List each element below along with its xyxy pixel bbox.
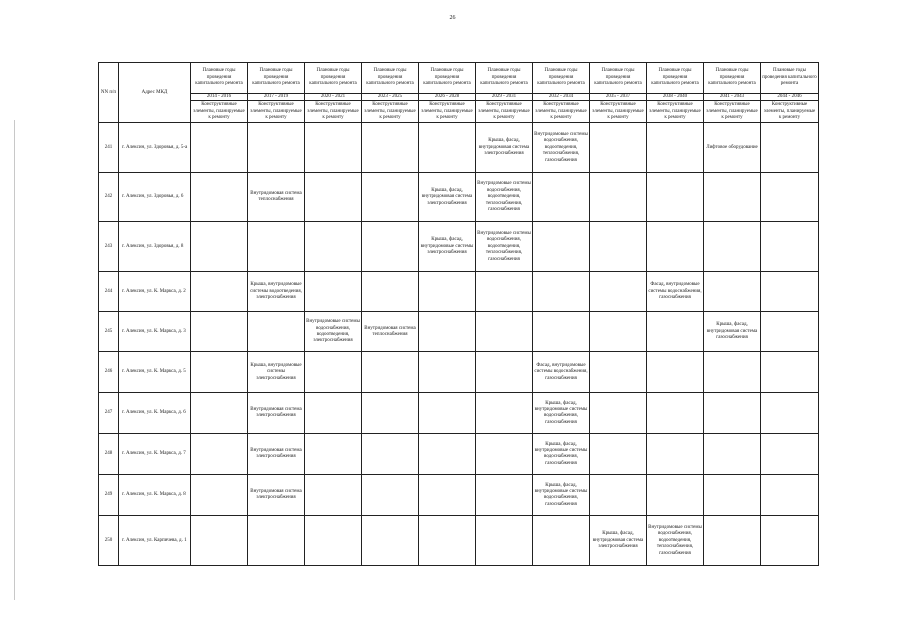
- table-cell: [533, 173, 590, 222]
- table-cell: [476, 475, 533, 516]
- table-cell: Крыша, фасад, внутридомовые системы водоснабжения, газоснабжения: [533, 393, 590, 434]
- row-number: 242: [99, 173, 119, 222]
- header-period-range: 2035 - 2037: [590, 94, 647, 101]
- table-cell: [761, 434, 819, 475]
- table-row: [99, 272, 819, 312]
- row-number: 241: [99, 123, 119, 173]
- table-cell: [248, 312, 305, 352]
- table-cell: [704, 393, 761, 434]
- table-cell: [305, 516, 362, 566]
- table-cell: [419, 393, 476, 434]
- table-cell: [761, 123, 819, 173]
- header-period-range: 2038 - 2040: [647, 94, 704, 101]
- table-cell: [761, 272, 819, 312]
- table-cell: [419, 123, 476, 173]
- row-address: г. Алексин, ул. К. Маркса, д. 5: [119, 352, 191, 393]
- table-cell: Внутридомовые системы водоснабжения, водоотведения, теплоснабжения, газоснабжения: [476, 222, 533, 272]
- table-cell: [362, 222, 419, 272]
- table-cell: [305, 393, 362, 434]
- header-period-title: Плановые годы проведения капитального ремонта: [248, 63, 305, 94]
- header-num: NN п/п: [99, 63, 119, 123]
- table-cell: [704, 516, 761, 566]
- table-cell: [704, 352, 761, 393]
- table-cell: [761, 222, 819, 272]
- header-elements: Конструктивные элементы, планируемые к ремонту: [191, 101, 248, 123]
- header-period-range: 2032 - 2034: [533, 94, 590, 101]
- table-cell: [590, 393, 647, 434]
- table-cell: Фасад, внутридомовые системы водоснабжения, газоснабжения: [647, 272, 704, 312]
- table-row: [99, 173, 819, 222]
- table-cell: Внутридомовая система электроснабжения: [248, 434, 305, 475]
- row-address: г. Алексин, ул. К. Маркса, д. 3: [119, 312, 191, 352]
- row-address: г. Алексин, ул. Здоровья, д. 8: [119, 222, 191, 272]
- table-cell: Крыша, фасад, внутридомовые системы электроснабжения: [419, 222, 476, 272]
- table-cell: [647, 393, 704, 434]
- header-row-title: [99, 63, 819, 94]
- header-period-range: 2014 - 2016: [191, 94, 248, 101]
- table-cell: [704, 434, 761, 475]
- header-elements: Конструктивные элементы, планируемые к ремонту: [647, 101, 704, 123]
- table-cell: [647, 222, 704, 272]
- table-cell: [362, 352, 419, 393]
- row-number: 246: [99, 352, 119, 393]
- table-cell: [362, 434, 419, 475]
- table-cell: [590, 173, 647, 222]
- row-address: г. Алексин, ул. К. Маркса, д. 7: [119, 434, 191, 475]
- header-period-range: 2017 - 2019: [248, 94, 305, 101]
- capital-repair-schedule-table: [98, 62, 819, 566]
- table-cell: Крыша, фасад, внутридомовая система газоснабжения: [704, 312, 761, 352]
- table-cell: Внутридомовая система электроснабжения: [248, 393, 305, 434]
- header-period-title: Плановые годы проведения капитального ремонта: [647, 63, 704, 94]
- header-period-range: 2020 - 2021: [305, 94, 362, 101]
- table-cell: [191, 434, 248, 475]
- table-row: [99, 222, 819, 272]
- table-cell: [761, 352, 819, 393]
- row-number: 249: [99, 475, 119, 516]
- table-cell: [248, 222, 305, 272]
- table-cell: [647, 352, 704, 393]
- table-cell: Внутридомовые системы водоснабжения, водоотведения, теплоснабжения, газоснабжения: [647, 516, 704, 566]
- header-address: Адрес МКД: [119, 63, 191, 123]
- table-cell: [191, 393, 248, 434]
- table-cell: Внутридомовая система теплоснабжения: [248, 173, 305, 222]
- row-address: г. Алексин, ул. К. Маркса, д. 8: [119, 475, 191, 516]
- row-address: г. Алексин, ул. Здоровья, д. 6: [119, 173, 191, 222]
- header-period-title: Плановые годы проведения капитального ремонта: [704, 63, 761, 94]
- table-cell: Лифтовое оборудование: [704, 123, 761, 173]
- table-cell: Крыша, фасад, внутридомовая система электроснабжения: [419, 173, 476, 222]
- header-elements: Конструктивные элементы, планируемые к ремонту: [704, 101, 761, 123]
- table-cell: [362, 173, 419, 222]
- table-cell: Внутридомовые системы водоснабжения, водоотведения, теплоснабжения, газоснабжения: [533, 123, 590, 173]
- row-number: 247: [99, 393, 119, 434]
- header-period-range: 2044 - 2046: [761, 94, 819, 101]
- table-row: [99, 475, 819, 516]
- header-elements: Конструктивные элементы, планируемые к ремонту: [533, 101, 590, 123]
- header-elements: Конструктивные элементы, планируемые к ремонту: [761, 101, 819, 123]
- table-cell: Крыша, фасад, внутридомовые системы водоснабжения, газоснабжения: [533, 475, 590, 516]
- table-cell: [590, 352, 647, 393]
- table-cell: [419, 312, 476, 352]
- table-cell: [590, 434, 647, 475]
- table-cell: [761, 312, 819, 352]
- table-cell: [533, 222, 590, 272]
- table-cell: [419, 434, 476, 475]
- row-address: г. Алексин, ул. К. Маркса, д. 2: [119, 272, 191, 312]
- table-cell: Внутридомовые системы водоснабжения, водоотведения, теплоснабжения, газоснабжения: [476, 173, 533, 222]
- header-elements: Конструктивные элементы, планируемые к ремонту: [248, 101, 305, 123]
- table-cell: [704, 222, 761, 272]
- table-cell: [533, 312, 590, 352]
- table-cell: [191, 475, 248, 516]
- table-cell: Крыша, фасад, внутридомовая система электроснабжения: [476, 123, 533, 173]
- header-period-title: Плановые годы проведения капитального ремонта: [761, 63, 819, 94]
- table-row: [99, 312, 819, 352]
- table-cell: [191, 272, 248, 312]
- table-cell: Крыша, фасад, внутридомовые системы водоснабжения, газоснабжения: [533, 434, 590, 475]
- table-cell: [305, 434, 362, 475]
- header-period-title: Плановые годы проведения капитального ремонта: [476, 63, 533, 94]
- header-row-periods: [99, 94, 819, 101]
- header-period-range: 2029 - 2031: [476, 94, 533, 101]
- table-cell: [476, 434, 533, 475]
- table-cell: [590, 222, 647, 272]
- table-cell: [761, 516, 819, 566]
- header-period-title: Плановые годы проведения капитального ремонта: [533, 63, 590, 94]
- table-row: [99, 352, 819, 393]
- table-cell: [362, 475, 419, 516]
- header-elements: Конструктивные элементы, планируемые к ремонту: [362, 101, 419, 123]
- table-cell: [590, 123, 647, 173]
- table-cell: [248, 123, 305, 173]
- table-cell: [761, 173, 819, 222]
- table-cell: [419, 516, 476, 566]
- row-number: 243: [99, 222, 119, 272]
- table-cell: [362, 393, 419, 434]
- table-cell: Внутридомовые системы водоснабжения, водоотведения, электроснабжения: [305, 312, 362, 352]
- table-cell: [647, 312, 704, 352]
- table-cell: [191, 222, 248, 272]
- row-number: 250: [99, 516, 119, 566]
- table-cell: [419, 352, 476, 393]
- table-row: [99, 434, 819, 475]
- table-cell: Крыша, внутридомовые системы электроснабжения: [248, 352, 305, 393]
- table-cell: [590, 475, 647, 516]
- table-cell: [533, 516, 590, 566]
- row-address: г. Алексин, ул. К. Маркса, д. 6: [119, 393, 191, 434]
- table-cell: [590, 272, 647, 312]
- header-period-range: 2023 - 2025: [362, 94, 419, 101]
- table-cell: [305, 222, 362, 272]
- table-cell: [761, 475, 819, 516]
- table-cell: [761, 393, 819, 434]
- table-cell: [647, 434, 704, 475]
- table-cell: [248, 516, 305, 566]
- table-cell: [533, 272, 590, 312]
- table-cell: Крыша, фасад, внутридомовая система электроснабжения: [590, 516, 647, 566]
- table-cell: [191, 516, 248, 566]
- row-address: г. Алексин, ул. Карпичева, д. 1: [119, 516, 191, 566]
- table-cell: [476, 272, 533, 312]
- scan-edge-mark: [14, 120, 15, 600]
- table-cell: [647, 173, 704, 222]
- table-cell: [362, 516, 419, 566]
- header-row-elements: [99, 101, 819, 123]
- row-address: г. Алексин, ул. Здоровья, д. 5-а: [119, 123, 191, 173]
- table-cell: [476, 393, 533, 434]
- table-row: [99, 123, 819, 173]
- header-period-range: 2026 - 2028: [419, 94, 476, 101]
- header-period-title: Плановые годы проведения капитального ремонта: [191, 63, 248, 94]
- header-period-title: Плановые годы проведения капитального ремонта: [305, 63, 362, 94]
- table-cell: [191, 312, 248, 352]
- table-cell: Крыша, внутридомовые системы водоотведения, электроснабжения: [248, 272, 305, 312]
- table-cell: [305, 272, 362, 312]
- table-cell: Внутридомовая система теплоснабжения: [362, 312, 419, 352]
- row-number: 248: [99, 434, 119, 475]
- header-period-range: 2041 - 2043: [704, 94, 761, 101]
- table-cell: [191, 123, 248, 173]
- table-row: [99, 393, 819, 434]
- table-cell: Фасад, внутридомовые системы водоснабжения, газоснабжения: [533, 352, 590, 393]
- table-cell: [305, 173, 362, 222]
- table-cell: Внутридомовая система электроснабжения: [248, 475, 305, 516]
- table-cell: [305, 475, 362, 516]
- table-cell: [704, 475, 761, 516]
- table-cell: [362, 123, 419, 173]
- table-cell: [362, 272, 419, 312]
- row-number: 244: [99, 272, 119, 312]
- page-number: 26: [449, 15, 456, 21]
- table-cell: [419, 272, 476, 312]
- header-period-title: Плановые годы проведения капитального ремонта: [419, 63, 476, 94]
- header-elements: Конструктивные элементы, планируемые к ремонту: [305, 101, 362, 123]
- table-cell: [305, 352, 362, 393]
- table-cell: [191, 352, 248, 393]
- header-period-title: Плановые годы проведения капитального ремонта: [590, 63, 647, 94]
- table-cell: [647, 123, 704, 173]
- header-period-title: Плановые годы проведения капитального ремонта: [362, 63, 419, 94]
- header-elements: Конструктивные элементы, планируемые к ремонту: [590, 101, 647, 123]
- table-row: [99, 516, 819, 566]
- table-cell: [419, 475, 476, 516]
- table-cell: [476, 312, 533, 352]
- table-cell: [590, 312, 647, 352]
- table-cell: [476, 516, 533, 566]
- header-elements: Конструктивные элементы, планируемые к ремонту: [476, 101, 533, 123]
- table-cell: [647, 475, 704, 516]
- row-number: 245: [99, 312, 119, 352]
- table-cell: [305, 123, 362, 173]
- table-cell: [476, 352, 533, 393]
- table-cell: [704, 272, 761, 312]
- table-cell: [704, 173, 761, 222]
- table-cell: [191, 173, 248, 222]
- header-elements: Конструктивные элементы, планируемые к ремонту: [419, 101, 476, 123]
